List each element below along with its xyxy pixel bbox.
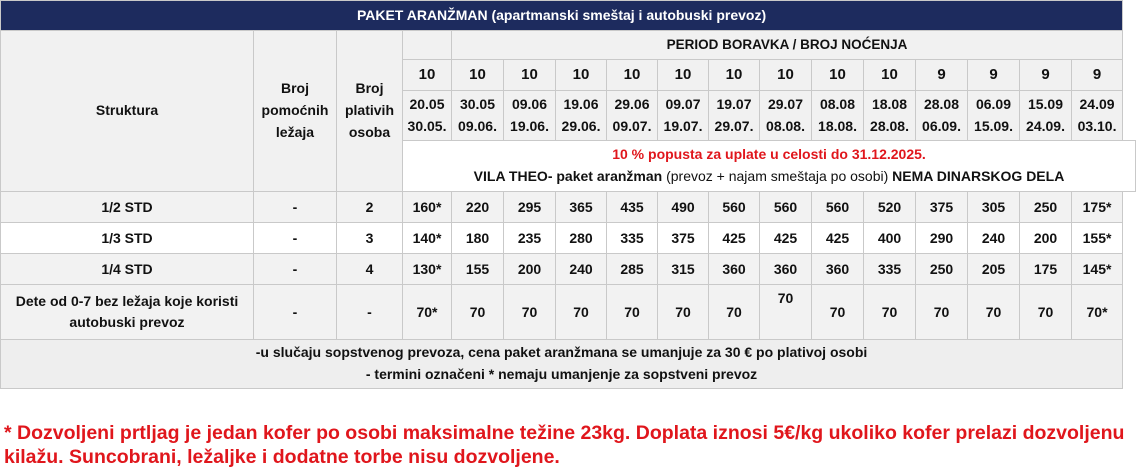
price-cell: 205 [968, 254, 1020, 285]
period-to: 06.09. [922, 117, 961, 134]
price-cell: 425 [812, 223, 864, 254]
child-price-cell: 70 [658, 285, 709, 340]
child-price-cell: 70 [709, 285, 760, 340]
price-cell: 335 [864, 254, 916, 285]
period-to: 19.06. [510, 117, 549, 134]
header-struktura: Struktura [1, 31, 254, 192]
period-to: 28.08. [870, 117, 909, 134]
child-price-cell: 70 [1020, 285, 1072, 340]
period-to: 09.06. [458, 117, 497, 134]
price-cell: 175 [1020, 254, 1072, 285]
period-from: 24.09 [1079, 95, 1115, 112]
period-dates-cell [812, 91, 864, 141]
period-to: 09.07. [612, 117, 652, 134]
row-paying-persons: 4 [337, 254, 403, 285]
period-dates-cell [760, 91, 812, 141]
nights-cell: 9 [1020, 60, 1072, 91]
notes-row [1, 340, 1136, 389]
period-dates-cell [1072, 91, 1123, 141]
price-cell: 175* [1072, 192, 1123, 223]
child-price-cell: 70 [968, 285, 1020, 340]
nights-cell: 10 [658, 60, 709, 91]
price-cell: 375 [658, 223, 709, 254]
period-dates-cell [1020, 91, 1072, 141]
nights-cell: 9 [1072, 60, 1123, 91]
child-row-extra-beds: - [254, 285, 337, 340]
nights-cell: 9 [916, 60, 968, 91]
header-period: PERIOD BORAVKA / BROJ NOĆENJA [452, 31, 1123, 60]
period-dates-cell [504, 91, 556, 141]
note-line: - termini označeni * nemaju umanjenje za sopstveni prevoz [365, 366, 758, 382]
price-cell: 560 [709, 192, 760, 223]
price-cell: 425 [709, 223, 760, 254]
price-cell: 365 [556, 192, 607, 223]
price-cell: 305 [968, 192, 1020, 223]
notes-cell [1, 340, 1123, 389]
child-price-cell: 70 [916, 285, 968, 340]
period-to: 29.06. [561, 117, 601, 134]
row-structure: 1/3 STD [1, 223, 254, 254]
vila-notice [403, 166, 1135, 188]
price-cell: 490 [658, 192, 709, 223]
price-cell: 425 [760, 223, 812, 254]
price-cell: 200 [1020, 223, 1072, 254]
price-cell: 315 [658, 254, 709, 285]
period-from: 18.08 [871, 95, 908, 112]
period-dates-cell [403, 91, 452, 141]
child-price-cell: 70 [864, 285, 916, 340]
child-price-row [1, 285, 1136, 340]
period-to: 24.09. [1026, 117, 1065, 134]
vila-tail: NEMA DINARSKOG DELA [892, 168, 1065, 184]
nights-cell: 10 [403, 60, 452, 91]
price-cell: 220 [452, 192, 504, 223]
vila-name: VILA THEO- paket aranžman [473, 168, 663, 184]
row-paying-persons: 3 [337, 223, 403, 254]
price-row [1, 223, 1136, 254]
title-row [1, 1, 1136, 31]
price-cell: 140* [403, 223, 452, 254]
price-cell: 145* [1072, 254, 1123, 285]
price-cell: 130* [403, 254, 452, 285]
price-cell: 160* [403, 192, 452, 223]
header-plative-osobe: Broj plativih osoba [337, 31, 403, 192]
period-dates-cell [452, 91, 504, 141]
period-dates-cell [864, 91, 916, 141]
nights-cell: 10 [556, 60, 607, 91]
price-row [1, 254, 1136, 285]
price-cell: 250 [1020, 192, 1072, 223]
notice-cell [403, 141, 1136, 192]
row-structure: 1/4 STD [1, 254, 254, 285]
price-cell: 375 [916, 192, 968, 223]
period-from: 08.08 [819, 95, 856, 112]
child-price-cell: 70 [452, 285, 504, 340]
period-dates-cell [607, 91, 658, 141]
period-dates-cell [968, 91, 1020, 141]
nights-cell: 10 [760, 60, 812, 91]
price-cell: 335 [607, 223, 658, 254]
table-title: PAKET ARANŽMAN (apartmanski smeštaj i autobuski prevoz) [1, 1, 1123, 31]
period-from: 19.06 [563, 95, 599, 112]
period-to: 19.07. [663, 117, 703, 134]
nights-cell: 10 [812, 60, 864, 91]
price-cell: 560 [760, 192, 812, 223]
period-from: 28.08 [923, 95, 960, 112]
price-cell: 560 [812, 192, 864, 223]
child-row-paying-persons: - [337, 285, 403, 340]
period-dates-cell [916, 91, 968, 141]
period-dates-cell [556, 91, 607, 141]
child-price-cell: 70 [504, 285, 556, 340]
row-extra-beds: - [254, 192, 337, 223]
period-from: 20.05 [409, 95, 445, 112]
price-cell: 295 [504, 192, 556, 223]
price-cell: 240 [968, 223, 1020, 254]
period-to: 03.10. [1077, 117, 1117, 134]
period-to: 30.05. [407, 117, 447, 134]
period-from: 29.06 [614, 95, 650, 112]
price-cell: 250 [916, 254, 968, 285]
price-cell: 290 [916, 223, 968, 254]
nights-cell: 10 [607, 60, 658, 91]
price-cell: 360 [709, 254, 760, 285]
row-paying-persons: 2 [337, 192, 403, 223]
header-row-1 [1, 31, 1136, 60]
child-price-cell: 70 [812, 285, 864, 340]
row-extra-beds: - [254, 254, 337, 285]
period-from: 15.09 [1027, 95, 1064, 112]
luggage-footer-note: * Dozvoljeni prtljag je jedan kofer po osobi maksimalne težine 23kg. Doplata iznosi 5€/kg ukoliko kofer prelazi dozvoljenu kilažu. Suncobrani, ležaljke i dodatne torbe nisu dozvoljene. [4, 422, 1125, 469]
price-cell: 180 [452, 223, 504, 254]
period-from: 09.06 [511, 95, 548, 112]
row-extra-beds: - [254, 223, 337, 254]
period-to: 18.08. [818, 117, 857, 134]
price-table-body [1, 1, 1136, 389]
header-pomocni-lezaji: Broj pomoćnih ležaja [254, 31, 337, 192]
vila-paren: (prevoz + najam smeštaja po osobi) [666, 168, 889, 184]
period-dates-cell [658, 91, 709, 141]
period-to: 15.09. [974, 117, 1013, 134]
period-from: 19.07 [716, 95, 752, 112]
period-to: 29.07. [714, 117, 754, 134]
period-from: 09.07 [665, 95, 701, 112]
period-dates-cell [709, 91, 760, 141]
price-cell: 240 [556, 254, 607, 285]
period-to: 08.08. [766, 117, 805, 134]
price-cell: 400 [864, 223, 916, 254]
child-row-structure: Dete od 0-7 bez ležaja koje koristi autobuski prevoz [1, 285, 254, 340]
price-cell: 285 [607, 254, 658, 285]
nights-cell: 10 [864, 60, 916, 91]
note-line: -u slučaju sopstvenog prevoza, cena paket aranžmana se umanjuje za 30 € po plativoj osobi [255, 344, 868, 361]
price-cell: 155* [1072, 223, 1123, 254]
nights-cell: 9 [968, 60, 1020, 91]
child-price-cell: 70 [556, 285, 607, 340]
child-price-cell: 70 [760, 285, 812, 340]
row-structure: 1/2 STD [1, 192, 254, 223]
nights-cell: 10 [504, 60, 556, 91]
price-cell: 155 [452, 254, 504, 285]
price-cell: 235 [504, 223, 556, 254]
discount-notice: 10 % popusta za uplate u celosti do 31.12.2025. [612, 146, 926, 163]
price-cell: 360 [812, 254, 864, 285]
price-cell: 435 [607, 192, 658, 223]
price-row [1, 192, 1136, 223]
child-price-cell: 70* [1072, 285, 1123, 340]
price-cell: 280 [556, 223, 607, 254]
period-from: 06.09 [975, 95, 1012, 112]
period-from: 30.05 [459, 95, 496, 112]
price-cell: 200 [504, 254, 556, 285]
header-blank-cell [403, 31, 452, 60]
period-from: 29.07 [767, 95, 804, 112]
nights-cell: 10 [452, 60, 504, 91]
nights-cell: 10 [709, 60, 760, 91]
child-price-cell: 70 [607, 285, 658, 340]
price-cell: 360 [760, 254, 812, 285]
price-cell: 520 [864, 192, 916, 223]
child-price-cell: 70* [403, 285, 452, 340]
